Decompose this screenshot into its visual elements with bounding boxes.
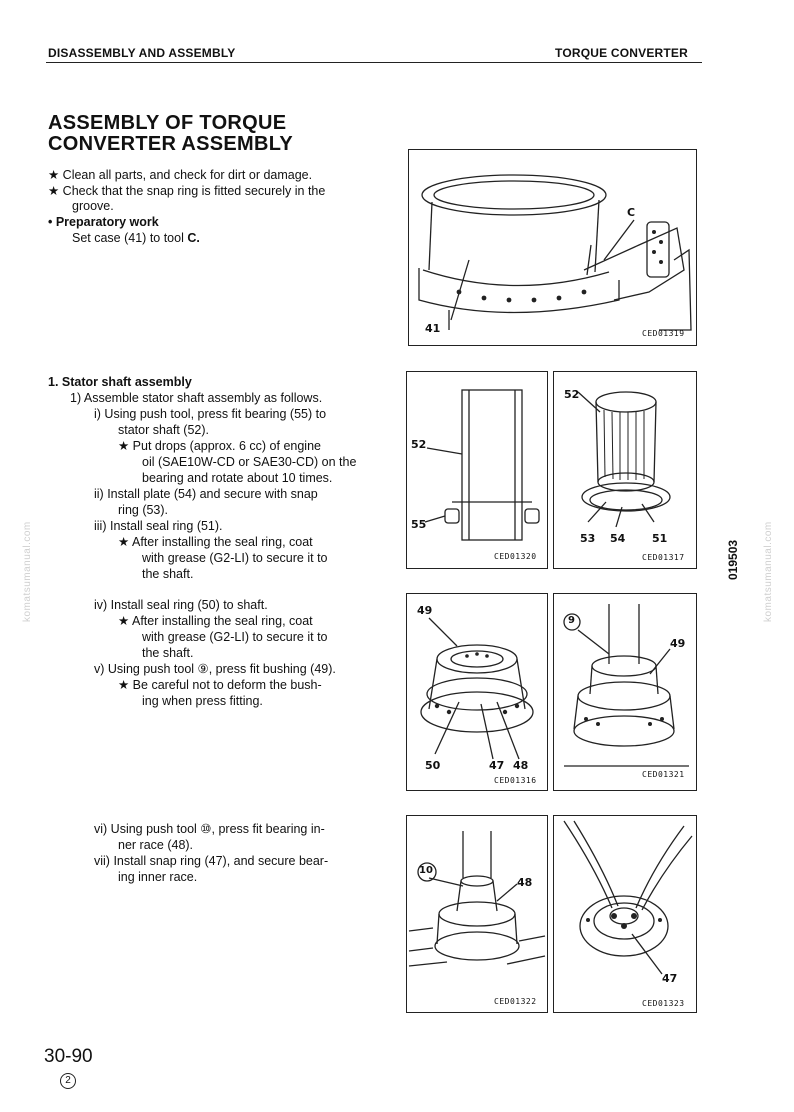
case-drawing <box>409 150 696 345</box>
callout-51: 51 <box>652 532 668 545</box>
callout-tool-10: 10 <box>419 865 433 876</box>
intro-note-1: ★ Clean all parts, and check for dirt or damage. <box>48 168 313 182</box>
revision-badge: 2 <box>60 1073 76 1089</box>
figure-code: CED01319 <box>642 329 685 338</box>
callout-48: 48 <box>513 759 529 772</box>
figure-code: CED01320 <box>494 552 537 561</box>
step-iii-note-3: the shaft. <box>142 567 194 581</box>
preparatory-work-text <box>72 231 200 247</box>
figure-code: CED01322 <box>494 997 537 1006</box>
preparatory-work-step: Set case (41) to tool <box>72 231 184 245</box>
step-1: 1) Assemble stator shaft assembly as follows. <box>70 391 323 405</box>
figure-plate-and-seal <box>553 371 697 569</box>
page-number: 30-90 <box>44 1046 93 1067</box>
preparatory-work-heading: • Preparatory work <box>48 215 159 229</box>
figure-stator-shaft-section <box>406 371 548 569</box>
step-iii-note-1: ★ After installing the seal ring, coat <box>118 535 313 549</box>
step-i-note-1: ★ Put drops (approx. 6 cc) of engine <box>118 439 321 453</box>
push-tool-10-drawing <box>407 816 547 1012</box>
callout-c: C <box>627 206 636 219</box>
step-vii: vii) Install snap ring (47), and secure bear- <box>94 854 329 868</box>
figure-push-tool-9 <box>553 593 697 791</box>
stator-shaft-drawing <box>407 372 547 568</box>
callout-49: 49 <box>670 637 686 650</box>
header-topic-label: TORQUE CONVERTER <box>555 46 688 60</box>
callout-tool-9: 9 <box>568 615 575 626</box>
callout-47: 47 <box>489 759 505 772</box>
page-title <box>48 113 293 155</box>
step-vi-cont: ner race (48). <box>118 838 194 852</box>
step-iii: iii) Install seal ring (51). <box>94 519 223 533</box>
tool-c-ref: C. <box>187 231 200 245</box>
callout-53: 53 <box>580 532 596 545</box>
step-iv-note-2: with grease (G2-LI) to secure it to <box>142 630 328 644</box>
step-iv-note-1: ★ After installing the seal ring, coat <box>118 614 313 628</box>
document-number: 019503 <box>726 539 740 580</box>
callout-50: 50 <box>425 759 441 772</box>
watermark-right: komatsumanual.com <box>763 521 774 622</box>
figure-code: CED01317 <box>642 553 685 562</box>
callout-41: 41 <box>425 322 441 335</box>
callout-54: 54 <box>610 532 626 545</box>
callout-55: 55 <box>411 518 427 531</box>
figure-code: CED01323 <box>642 999 685 1008</box>
figure-case-on-tool <box>408 149 697 346</box>
intro-note-2: ★ Check that the snap ring is fitted securely in the <box>48 184 326 198</box>
step-iv-note-3: the shaft. <box>142 646 194 660</box>
figure-snap-ring <box>553 815 697 1013</box>
intro-note-2-cont: groove. <box>72 199 114 213</box>
step-v: v) Using push tool ⑨, press fit bushing (49). <box>94 662 336 676</box>
callout-49: 49 <box>417 604 433 617</box>
header-section-label: DISASSEMBLY AND ASSEMBLY <box>48 46 236 60</box>
step-v-note-1: ★ Be careful not to deform the bush- <box>118 678 322 692</box>
push-tool-9-drawing <box>554 594 696 790</box>
figure-push-tool-10 <box>406 815 548 1013</box>
step-vi: vi) Using push tool ⑩, press fit bearing in- <box>94 822 325 836</box>
callout-47: 47 <box>662 972 678 985</box>
figure-code: CED01321 <box>642 770 685 779</box>
figure-code: CED01316 <box>494 776 537 785</box>
step-i: i) Using push tool, press fit bearing (55) to <box>94 407 327 421</box>
callout-48: 48 <box>517 876 533 889</box>
page-title-line-2: CONVERTER ASSEMBLY <box>48 133 294 155</box>
step-vii-cont: ing inner race. <box>118 870 198 884</box>
step-ii: ii) Install plate (54) and secure with snap <box>94 487 318 501</box>
step-i-note-2: oil (SAE10W-CD or SAE30-CD) on the <box>142 455 357 469</box>
callout-52: 52 <box>411 438 427 451</box>
figure-bushing-press <box>406 593 548 791</box>
step-iv: iv) Install seal ring (50) to shaft. <box>94 598 268 612</box>
page-title-line-1: ASSEMBLY OF TORQUE <box>48 112 287 134</box>
header-rule <box>46 62 702 63</box>
step-v-note-2: ing when press fitting. <box>142 694 263 708</box>
step-ii-cont: ring (53). <box>118 503 169 517</box>
callout-52: 52 <box>564 388 580 401</box>
section-1-title: 1. Stator shaft assembly <box>48 375 192 389</box>
step-i-note-3: bearing and rotate about 10 times. <box>142 471 333 485</box>
step-iii-note-2: with grease (G2-LI) to secure it to <box>142 551 328 565</box>
watermark-left: komatsumanual.com <box>22 521 33 622</box>
step-i-cont: stator shaft (52). <box>118 423 210 437</box>
